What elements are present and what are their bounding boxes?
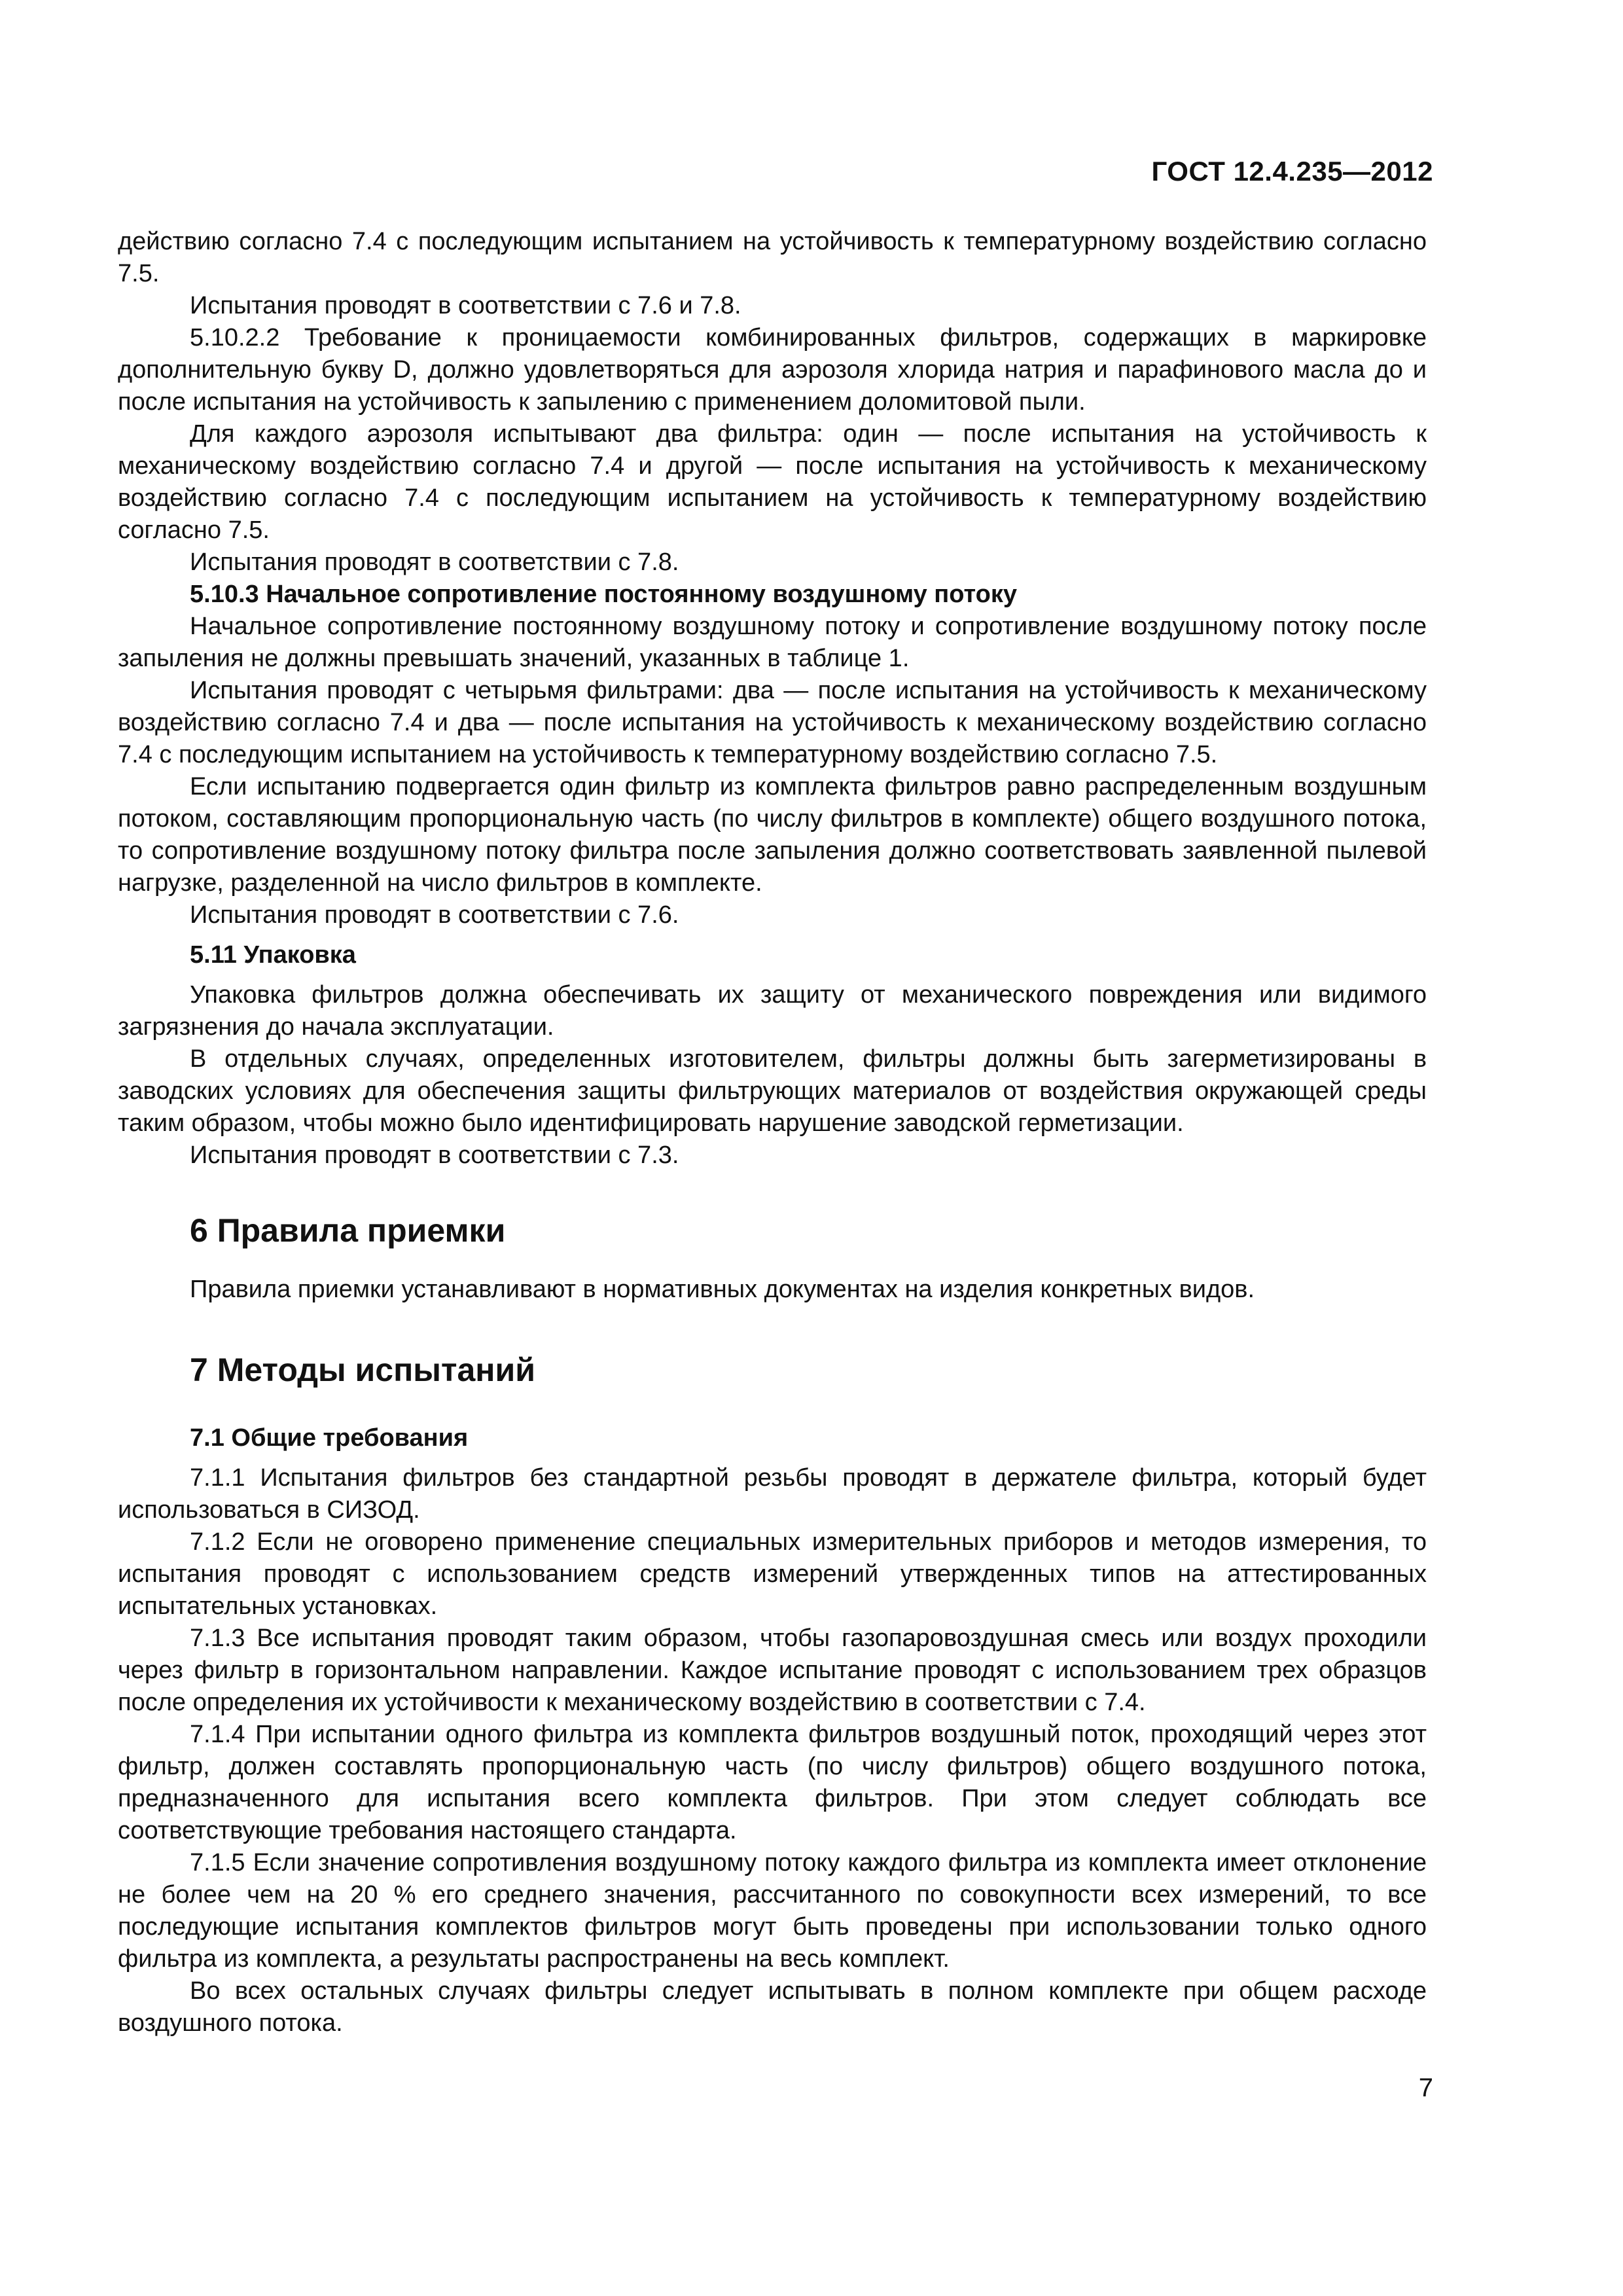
paragraph: 7.1.4 При испытании одного фильтра из комплекта фильтров воздушный поток, проходящий через этот фильтр, должен составлять пропорциональную часть (по числу фильтров) общего воздушного потока, предназначенного для испытания всего комплекта фильтров. При этом следует соблюдать все соответствующие требования настоящего стандарта.: [118, 1721, 1427, 1844]
paragraph: Для каждого аэрозоля испытывают два фильтра: один — после испытания на устойчивость к механическому воздействию согласно 7.4 и другой — после испытания на устойчивость к механическому воздействию согласно 7.4 с последующим испытанием на устойчивость к температурному воздействию согласно 7.5.: [118, 420, 1427, 544]
paragraph: 7.1.2 Если не оговорено применение специальных измерительных приборов и методов измерения, то испытания проводят с использованием средств измерений утвержденных типов на аттестированных испытательных установках.: [118, 1528, 1427, 1620]
paragraph: 7.1.3 Все испытания проводят таким образом, чтобы газопаровоздушная смесь или воздух проходили через фильтр в горизонтальном направлении. Каждое испытание проводят с использованием трех образцов после определения их устойчивости к механическому воздействию в соответствии с 7.4.: [118, 1624, 1427, 1716]
paragraph: Упаковка фильтров должна обеспечивать их защиту от механического повреждения или видимого загрязнения до начала эксплуатации.: [118, 981, 1427, 1041]
document-header-id: ГОСТ 12.4.235—2012: [1151, 156, 1433, 187]
paragraph: действию согласно 7.4 с последующим испытанием на устойчивость к температурному воздействию согласно 7.5.: [118, 228, 1427, 287]
paragraph: 5.10.2.2 Требование к проницаемости комбинированных фильтров, содержащих в маркировке дополнительную букву D, должно удовлетворяться для аэрозоля хлорида натрия и парафинового масла до и после испытания на устойчивость к запылению с применением доломитовой пыли.: [118, 324, 1427, 416]
paragraph: 7.1.1 Испытания фильтров без стандартной резьбы проводят в держателе фильтра, который будет использоваться в СИЗОД.: [118, 1464, 1427, 1524]
paragraph: Начальное сопротивление постоянному воздушному потоку и сопротивление воздушному потоку после запыления не должны превышать значений, указанных в таблице 1.: [118, 613, 1427, 672]
paragraph: Испытания проводят с четырьмя фильтрами: два — после испытания на устойчивость к механическому воздействию согласно 7.4 и два — после испытания на устойчивость к механическому воздействию согласно 7.4 с последующим испытанием на устойчивость к температурному воздействию согласно 7.5.: [118, 677, 1427, 768]
paragraph: В отдельных случаях, определенных изготовителем, фильтры должны быть загерметизированы в заводских условиях для обеспечения защиты фильтрующих материалов от воздействия окружающей среды таким образом, чтобы можно было идентифицировать нарушение заводской герметизации.: [118, 1045, 1427, 1137]
section-heading: 7 Методы испытаний: [190, 1352, 535, 1388]
paragraph: Испытания проводят в соответствии с 7.8.: [190, 548, 679, 576]
subsection-heading: 7.1 Общие требования: [190, 1424, 469, 1452]
document-body: [118, 226, 1427, 2039]
subsection-heading: 5.11 Упаковка: [190, 941, 356, 969]
section-heading: 6 Правила приемки: [190, 1212, 506, 1249]
paragraph: 7.1.5 Если значение сопротивления воздушному потоку каждого фильтра из комплекта имеет отклонение не более чем на 20 % его среднего значения, рассчитанного по совокупности всех измерений, то все последующие испытания комплектов фильтров могут быть проведены при использовании только одного фильтра из комплекта, а результаты распространены на весь комплект.: [118, 1849, 1427, 1973]
page-number: 7: [1418, 2073, 1433, 2102]
paragraph: Испытания проводят в соответствии с 7.6 и 7.8.: [190, 292, 741, 319]
paragraph: Если испытанию подвергается один фильтр из комплекта фильтров равно распределенным воздушным потоком, составляющим пропорциональную часть (по числу фильтров в комплекте) общего воздушного потока, то сопротивление воздушному потоку фильтра после запыления должно соответствовать заявленной пылевой нагрузке, разделенной на число фильтров в комплекте.: [118, 773, 1427, 897]
paragraph: Правила приемки устанавливают в нормативных документах на изделия конкретных видов.: [190, 1276, 1255, 1303]
paragraph: Во всех остальных случаях фильтры следует испытывать в полном комплекте при общем расходе воздушного потока.: [118, 1977, 1427, 2037]
paragraph: Испытания проводят в соответствии с 7.6.: [190, 901, 679, 929]
subsection-heading: 5.10.3 Начальное сопротивление постоянному воздушному потоку: [190, 581, 1017, 608]
paragraph: Испытания проводят в соответствии с 7.3.: [190, 1141, 679, 1169]
